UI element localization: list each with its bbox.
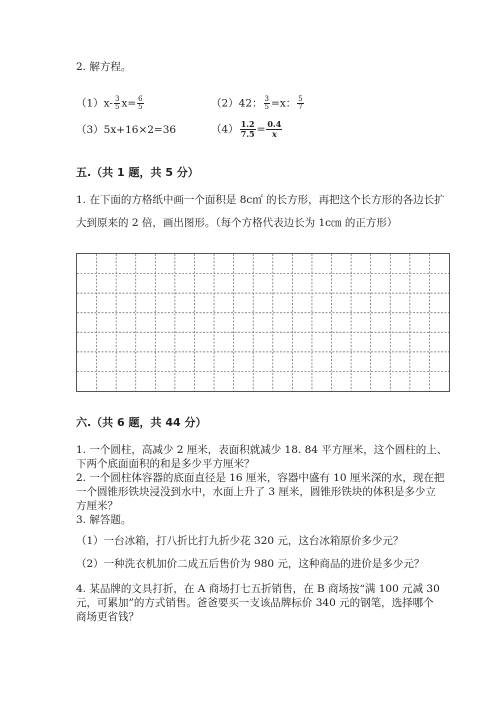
section-5-line-2: 大到原来的 2 倍，画出图形。（每个方格代表边长为 1c㎝ 的正方形） <box>76 217 398 229</box>
eq4-fraction-2: $\frac{0.4}{x}$ <box>267 119 282 139</box>
equation-1 <box>76 96 145 111</box>
eq1-mid: x= <box>121 97 137 110</box>
eq2-label: （2）42： <box>211 97 263 110</box>
s6-line-2: 下两个底面面积的和是多少平方厘米？ <box>76 458 255 470</box>
section-5-line-1: 1. 在下面的方格纸中画一个面积是 8c㎡ 的长方形，再把这个长方形的各边长扩 <box>76 194 445 206</box>
grid-paper <box>76 253 450 392</box>
eq4-label: （4） <box>211 123 239 136</box>
eq1-fraction-2: $\frac{6}{5}$ <box>138 95 143 111</box>
grid-lines <box>77 254 449 391</box>
eq2-mid: =x： <box>271 97 297 110</box>
eq1-label: （1）x- <box>76 97 113 110</box>
s6-line-4: 一个圆锥形铁块浸没到水中，水面上升了 3 厘米，圆锥形铁块的体积是多少立 <box>76 486 436 498</box>
s6-sub-2: （2）一种洗衣机加价二成五后售价为 980 元，这种商品的进价是多少元？ <box>76 558 425 570</box>
equation-3: （3）5x+16×2=36 <box>76 124 177 136</box>
eq2-fraction-2: $\frac{5}{7}$ <box>298 95 303 111</box>
s6-q4-line-2: 元，可累加”的方式销售。爸爸要买一支该品牌标价 340 元的钢笔，选择哪个 <box>76 597 434 609</box>
q2-title: 2. 解方程。 <box>76 61 132 73</box>
section-5-heading: 五.（共 1 题，共 5 分） <box>76 166 199 179</box>
s6-sub-1: （1）一台冰箱，打八折比打九折少花 320 元，这台冰箱原价多少元？ <box>76 535 404 547</box>
s6-line-6: 3. 解答题。 <box>76 514 132 526</box>
eq2-fraction: $\frac{3}{5}$ <box>264 95 270 111</box>
eq1-fraction: $\frac{3}{5}$ <box>114 95 120 111</box>
eq4-mid: = <box>256 123 266 136</box>
equation-4 <box>211 120 283 139</box>
s6-line-3: 2. 一个圆柱体容器的底面直径是 16 厘米，容器中盛有 10 厘米深的水，现在把 <box>76 472 445 484</box>
s6-q4-line-3: 商场更省钱？ <box>76 611 139 623</box>
equation-2 <box>211 96 305 111</box>
eq4-fraction: $\frac{1.2}{7.5}$ <box>240 119 255 139</box>
s6-line-1: 1. 一个圆柱，高减少 2 厘米，表面积就减少 18. 84 平方厘米，这个圆柱的上、 <box>76 444 448 456</box>
section-6-heading: 六.（共 6 题，共 44 分） <box>76 416 207 429</box>
s6-line-5: 方厘米？ <box>76 500 118 512</box>
s6-q4-line-1: 4. 某品牌的文具打折，在 A 商场打七五折销售，在 B 商场按“满 100 元减 30 <box>76 583 440 595</box>
